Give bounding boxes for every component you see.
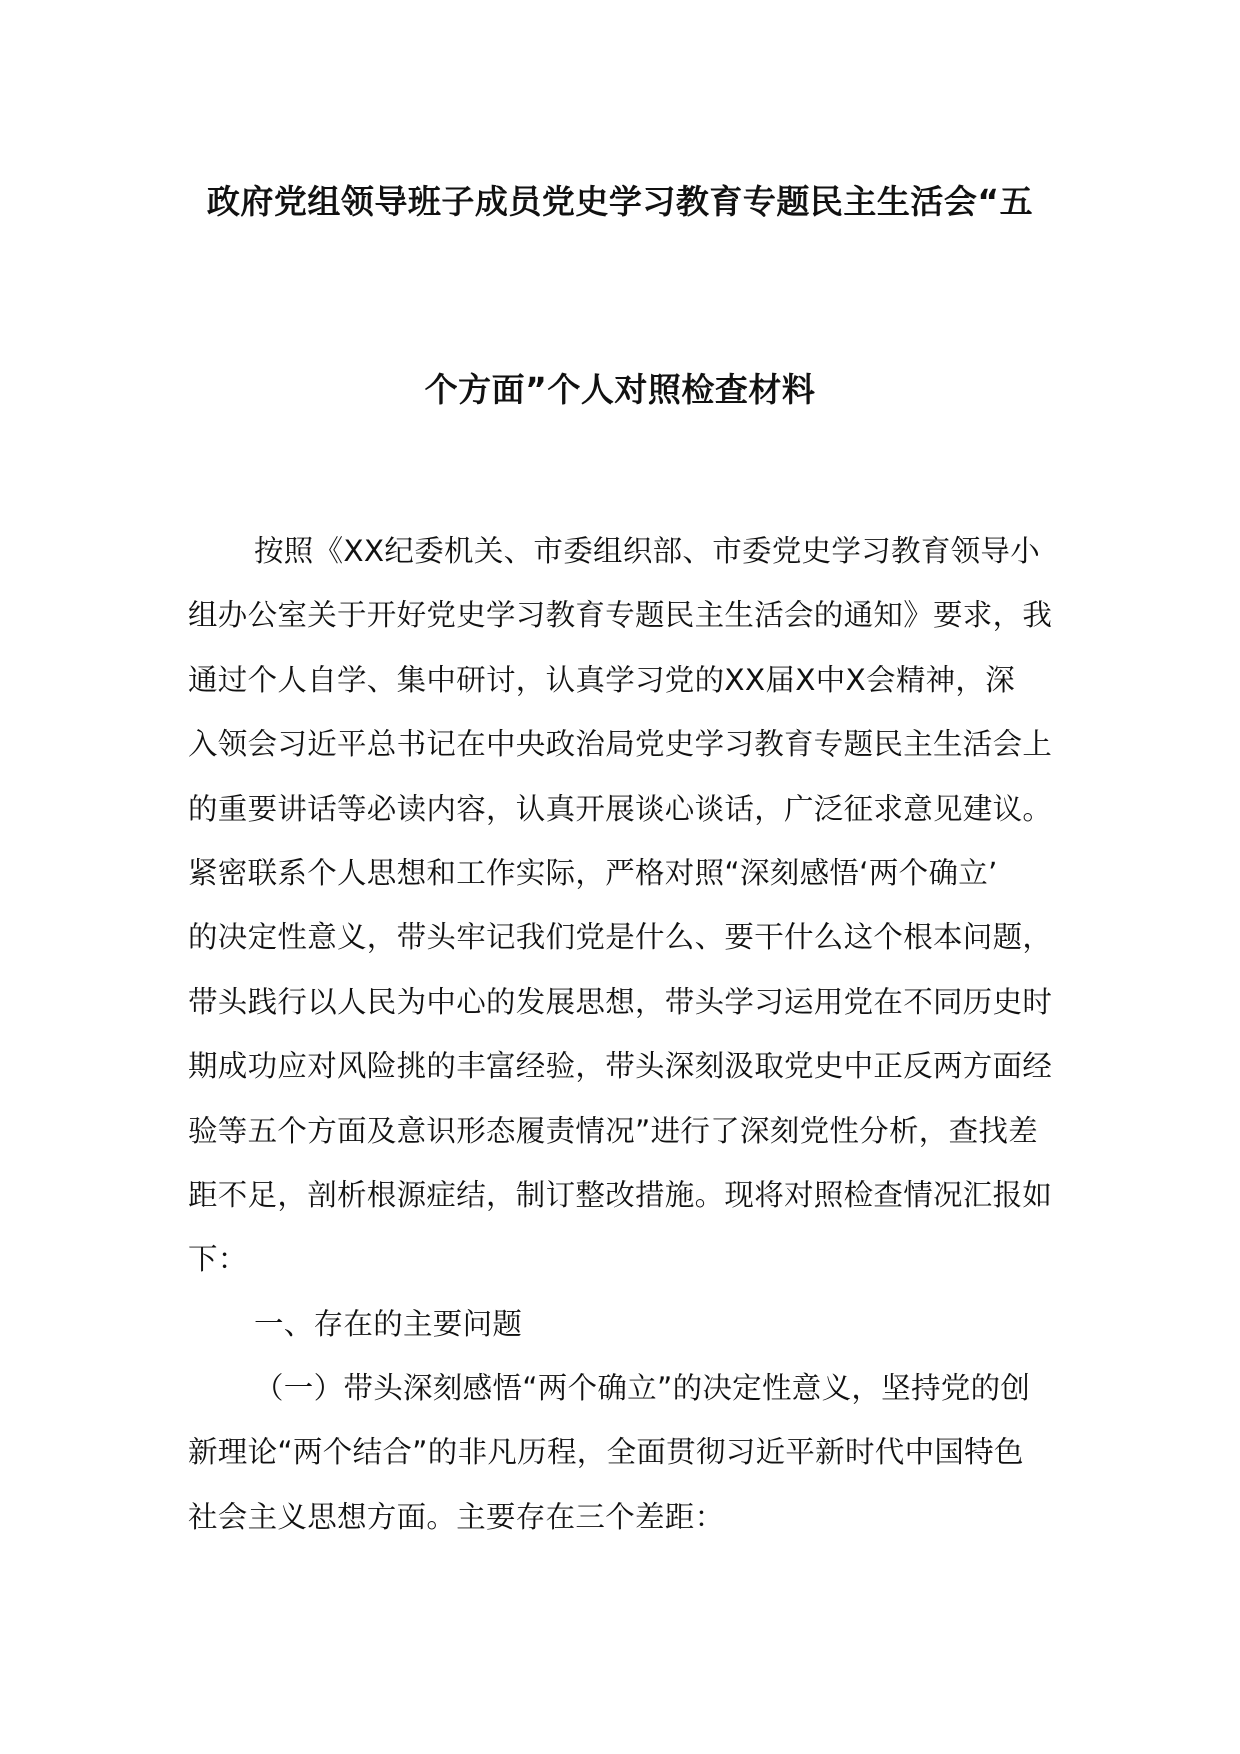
paragraph-line: 带头践行以人民为中心的发展思想，带头学习运用党在不同历史时 bbox=[188, 984, 1053, 1019]
paragraph-line: 下： bbox=[188, 1242, 248, 1277]
paragraph-line: 验等五个方面及意识形态履责情况”进行了深刻党性分析，查找差 bbox=[188, 1113, 1038, 1148]
paragraph-line: 按照《XX纪委机关、市委组织部、市委党史学习教育领导小 bbox=[254, 534, 1041, 568]
document-body bbox=[188, 531, 1058, 1561]
paragraph-line: 通过个人自学、集中研讨，认真学习党的XX届X中X会精神，深 bbox=[188, 662, 1016, 697]
section-heading: 一、存在的主要问题 bbox=[254, 1306, 523, 1341]
paragraph-line: 紧密联系个人思想和工作实际，严格对照“深刻感悟‘两个确立’ bbox=[188, 855, 998, 890]
subsection-line: （一）带头深刻感悟“两个确立”的决定性意义，坚持党的创 bbox=[254, 1371, 1031, 1406]
subsection-line: 新理论“两个结合”的非凡历程，全面贯彻习近平新时代中国特色 bbox=[188, 1435, 1024, 1470]
paragraph-line: 组办公室关于开好党史学习教育专题民主生活会的通知》要求，我 bbox=[188, 598, 1053, 633]
document-title-line-1: 政府党组领导班子成员党史学习教育专题民主生活会“五 bbox=[206, 182, 1034, 221]
paragraph-line: 期成功应对风险挑的丰富经验，带头深刻汲取党史中正反两方面经 bbox=[188, 1049, 1053, 1084]
document-title-line-2: 个方面”个人对照检查材料 bbox=[424, 370, 816, 409]
paragraph-line: 入领会习近平总书记在中央政治局党史学习教育专题民主生活会上 bbox=[188, 727, 1053, 762]
paragraph-line: 的重要讲话等必读内容，认真开展谈心谈话，广泛征求意见建议。 bbox=[188, 791, 1053, 826]
paragraph-line: 的决定性意义，带头牢记我们党是什么、要干什么这个根本问题， bbox=[188, 920, 1053, 955]
paragraph-line: 距不足，剖析根源症结，制订整改措施。现将对照检查情况汇报如 bbox=[188, 1177, 1053, 1212]
subsection-line: 社会主义思想方面。主要存在三个差距： bbox=[188, 1499, 725, 1534]
